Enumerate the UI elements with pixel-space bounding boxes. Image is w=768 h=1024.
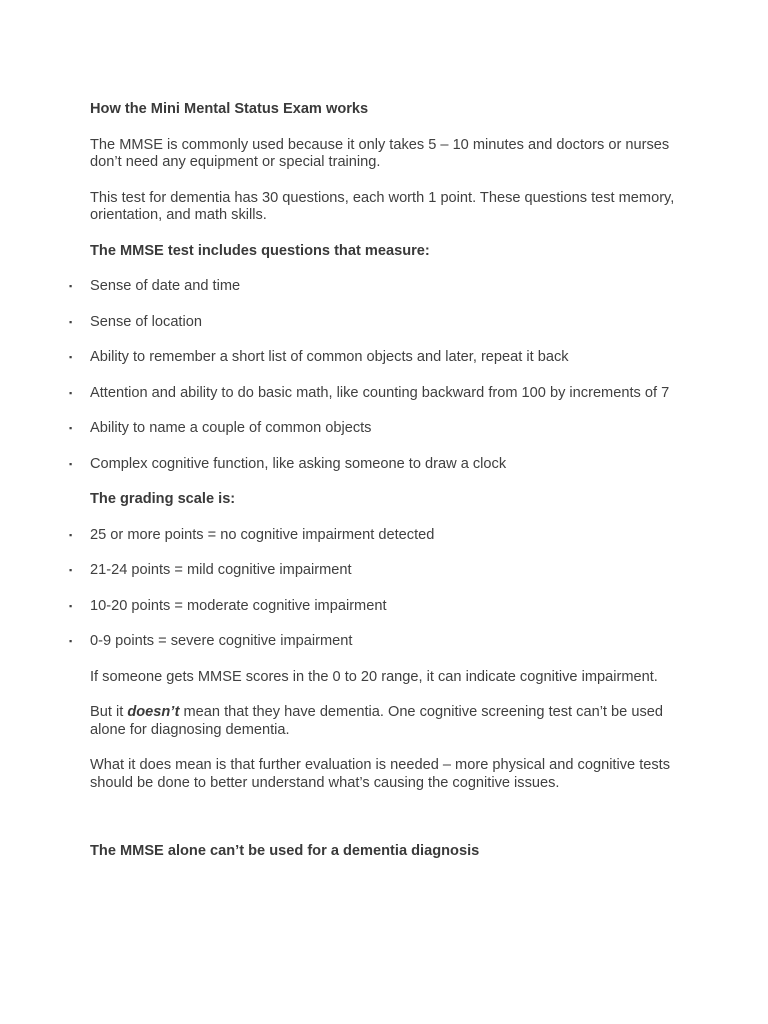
document-page <box>69 101 690 861</box>
not-dementia-paragraph <box>90 704 690 739</box>
measure-list <box>69 278 690 473</box>
list-item-text: Sense of location <box>90 313 202 330</box>
sub-heading: The MMSE alone can’t be used for a dementia diagnosis <box>90 843 480 859</box>
list-item <box>69 455 690 474</box>
bullet-icon: ▪ <box>69 387 73 398</box>
grading-list <box>69 526 690 651</box>
list-item <box>69 562 690 580</box>
test-description-paragraph: This test for dementia has 30 questions, each worth 1 point. These questions test memory, orientation, and math skills. <box>90 189 675 223</box>
list-item-text: 10-20 points = moderate cognitive impairment <box>90 597 387 614</box>
bullet-icon: ▪ <box>69 636 73 646</box>
bullet-icon: ▪ <box>69 281 73 291</box>
list-item <box>69 526 690 545</box>
list-item <box>69 278 690 296</box>
list-item <box>69 420 690 438</box>
evaluation-paragraph: What it does mean is that further evaluation is needed – more physical and cognitive tests should be done to better understand what’s causing the cognitive issues. <box>90 757 671 791</box>
not-dementia-post: mean that they have dementia. One cognitive screening test can’t be used alone for diagnosing dementia. <box>90 704 663 738</box>
list-item <box>69 597 690 616</box>
list-item-text: Complex cognitive function, like asking someone to draw a clock <box>90 455 507 472</box>
list-item-text: 25 or more points = no cognitive impairment detected <box>90 526 435 543</box>
grading-heading: The grading scale is: <box>90 491 236 507</box>
list-item <box>69 384 690 403</box>
emphasis-doesnt: doesn’t <box>127 704 180 720</box>
list-item-text: 0-9 points = severe cognitive impairment <box>90 633 353 649</box>
list-item-text: Ability to name a couple of common objects <box>90 420 372 436</box>
bullet-icon: ▪ <box>69 600 73 611</box>
list-item-text: 21-24 points = mild cognitive impairment <box>90 562 352 578</box>
bullet-icon: ▪ <box>69 316 73 327</box>
not-dementia-pre: But it <box>90 704 128 720</box>
list-item <box>69 313 690 332</box>
intro-paragraph: The MMSE is commonly used because it only takes 5 – 10 minutes and doctors or nurses don’t need any equipment or special training. <box>90 136 670 170</box>
bullet-icon: ▪ <box>69 458 73 469</box>
list-item-text: Ability to remember a short list of common objects and later, repeat it back <box>90 349 569 365</box>
list-item <box>69 633 690 651</box>
score-range-paragraph: If someone gets MMSE scores in the 0 to 20 range, it can indicate cognitive impairment. <box>90 668 658 685</box>
bullet-icon: ▪ <box>69 565 73 575</box>
list-item-text: Sense of date and time <box>90 278 241 294</box>
measure-heading: The MMSE test includes questions that measure: <box>90 242 430 259</box>
bullet-icon: ▪ <box>69 352 73 362</box>
list-item-text: Attention and ability to do basic math, like counting backward from 100 by increments of 7 <box>90 384 670 401</box>
bullet-icon: ▪ <box>69 423 73 433</box>
list-item <box>69 349 690 367</box>
section-heading: How the Mini Mental Status Exam works <box>90 101 369 117</box>
bullet-icon: ▪ <box>69 529 73 540</box>
